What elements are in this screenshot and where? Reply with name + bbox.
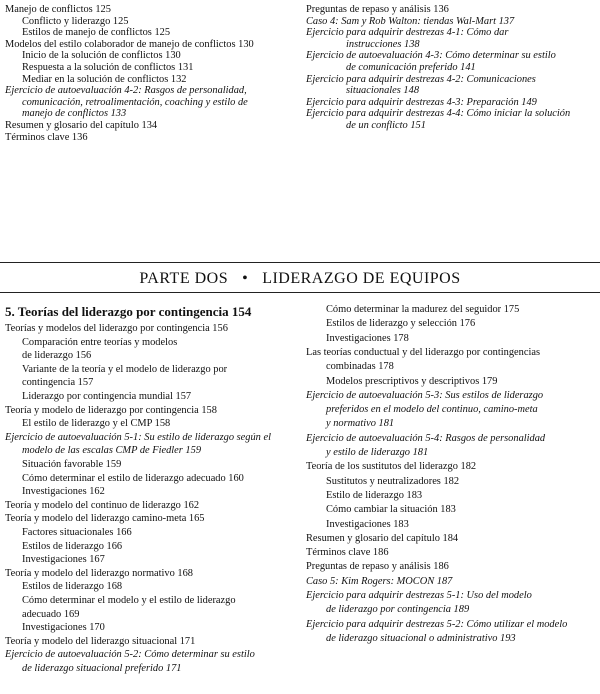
toc-entry: Teoría y modelo del continuo de liderazgo 162 (5, 499, 200, 511)
toc-entry: Comparación entre teorías y modelos (22, 336, 178, 348)
toc-entry: Ejercicio de autoevaluación 4-3: Cómo determinar su estilo (306, 50, 556, 62)
toc-entry: de un conflicto 151 (346, 120, 426, 131)
toc-entry: Teoría y modelo del liderazgo normativo 168 (5, 567, 193, 579)
toc-entry: y estilo de liderazgo 181 (326, 447, 429, 458)
toc-entry: Teoría y modelo del liderazgo situacional 171 (5, 635, 196, 647)
toc-entry: Investigaciones 162 (22, 486, 105, 498)
toc-entry: Teoría y modelo del liderazgo camino-meta 165 (5, 513, 205, 525)
toc-entry: Ejercicio para adquirir destrezas 4-4: Cómo iniciar la solución (306, 108, 571, 120)
toc-entry: Ejercicio de autoevaluación 5-2: Cómo determinar su estilo (5, 649, 255, 661)
toc-entry: comunicación, retroalimentación, coaching y estilo de (22, 96, 248, 108)
toc-entry: Cómo cambiar la situación 183 (326, 504, 456, 516)
toc-entry: Cómo determinar el modelo y el estilo de liderazgo (22, 595, 236, 606)
part-rule-bottom (0, 292, 600, 293)
toc-entry: El estilo de liderazgo y el CMP 158 (22, 418, 171, 430)
toc-entry: Teoría y modelo de liderazgo por contingencia 158 (5, 404, 217, 416)
toc-entry: Ejercicio para adquirir destrezas 4-1: Cómo dar (306, 27, 509, 39)
toc-entry: Cómo determinar la madurez del seguidor 175 (326, 304, 520, 315)
toc-entry: Ejercicio de autoevaluación 5-3: Sus estilos de liderazgo (306, 389, 544, 401)
toc-entry: Inicio de la solución de conflictos 130 (22, 50, 181, 62)
toc-entry: Caso 4: Sam y Rob Walton: tiendas Wal-Mart 137 (306, 15, 515, 27)
toc-entry: Ejercicio para adquirir destrezas 4-2: Comunicaciones (306, 73, 536, 85)
toc-entry: Manejo de conflictos 125 (5, 4, 111, 15)
toc-entry: Estilos de manejo de conflictos 125 (22, 27, 171, 39)
part-heading (0, 270, 600, 288)
toc-entry: Estilos de liderazgo y selección 176 (326, 318, 476, 330)
toc-entry: preferidos en el modelo del continuo, camino-meta (326, 404, 538, 416)
toc-entry: de liderazgo por contingencia 189 (326, 604, 470, 616)
toc-entry: Modelos del estilo colaborador de manejo de conflictos 130 (5, 38, 254, 50)
toc-entry: Resumen y glosario del capítulo 184 (306, 532, 459, 544)
toc-entry: Estilos de liderazgo 168 (22, 581, 123, 593)
toc-entry: adecuado 169 (22, 608, 80, 620)
toc-entry: situacionales 148 (346, 85, 420, 97)
toc-entry: Términos clave 136 (5, 131, 88, 143)
toc-entry: Preguntas de repaso y análisis 186 (306, 561, 449, 573)
toc-entry: Factores situacionales 166 (22, 527, 132, 538)
toc-entry: Las teorías conductual y del liderazgo por contingencias (306, 346, 540, 358)
toc-entry: de liderazgo situacional preferido 171 (22, 663, 182, 674)
toc-entry: manejo de conflictos 133 (22, 108, 127, 120)
toc-entry: Ejercicio de autoevaluación 5-1: Su estilo de liderazgo según el (5, 431, 271, 443)
toc-entry: de comunicación preferido 141 (346, 62, 476, 73)
toc-entry: Variante de la teoría y el modelo de liderazgo por (22, 363, 228, 375)
toc-entry: combinadas 178 (326, 361, 394, 373)
toc-entry: Caso 5: Kim Rogers: MOCON 187 (306, 575, 453, 587)
toc-entry: Teoría de los sustitutos del liderazgo 182 (306, 461, 477, 473)
toc-entry: Liderazgo por contingencia mundial 157 (22, 391, 192, 402)
toc-entry: Teorías y modelos del liderazgo por contingencia 156 (5, 323, 228, 334)
toc-entry: Ejercicio para adquirir destrezas 5-1: Uso del modelo (306, 590, 532, 601)
toc-entry: modelo de las escalas CMP de Fiedler 159 (22, 445, 202, 457)
toc-entry: Ejercicio para adquirir destrezas 5-2: Cómo utilizar el modelo (306, 618, 568, 630)
toc-entry: Cómo determinar el estilo de liderazgo adecuado 160 (22, 472, 244, 484)
toc-entry: Investigaciones 167 (22, 554, 105, 566)
toc-entry: contingencia 157 (22, 377, 94, 389)
toc-entry: Investigaciones 178 (326, 332, 409, 344)
toc-entry: Conflicto y liderazgo 125 (22, 15, 129, 27)
toc-entry: Investigaciones 170 (22, 622, 105, 634)
toc-entry: Ejercicio para adquirir destrezas 4-3: Preparación 149 (306, 96, 537, 108)
toc-entry: de liderazgo situacional o administrativo 193 (326, 632, 516, 644)
toc-entry: Preguntas de repaso y análisis 136 (306, 4, 449, 15)
part-title: LIDERAZGO DE EQUIPOS (262, 270, 461, 287)
toc-entry: Situación favorable 159 (22, 459, 122, 470)
toc-entry: instrucciones 138 (346, 38, 420, 50)
part-separator: • (242, 270, 249, 287)
toc-entry: de liderazgo 156 (22, 350, 92, 362)
part-label: PARTE DOS (139, 270, 229, 287)
toc-entry: Respuesta a la solución de conflictos 131 (22, 62, 194, 73)
toc-entry: Ejercicio de autoevaluación 4-2: Rasgos de personalidad, (5, 85, 247, 97)
toc-entry: Modelos prescriptivos y descriptivos 179 (326, 375, 498, 387)
toc-entry: Sustitutos y neutralizadores 182 (326, 475, 460, 487)
toc-entry: Estilo de liderazgo 183 (326, 489, 423, 501)
toc-entry: Investigaciones 183 (326, 518, 409, 530)
chapter-heading: 5. Teorías del liderazgo por contingencia 154 (5, 304, 252, 319)
toc-entry: Ejercicio de autoevaluación 5-4: Rasgos de personalidad (306, 432, 546, 444)
toc-entry: Resumen y glosario del capítulo 134 (5, 120, 158, 131)
toc-entry: y normativo 181 (326, 418, 395, 430)
toc-entry: Términos clave 186 (306, 547, 389, 559)
part-rule-top (0, 262, 600, 263)
toc-entry: Estilos de liderazgo 166 (22, 540, 123, 552)
toc-entry: Mediar en la solución de conflictos 132 (22, 73, 187, 85)
